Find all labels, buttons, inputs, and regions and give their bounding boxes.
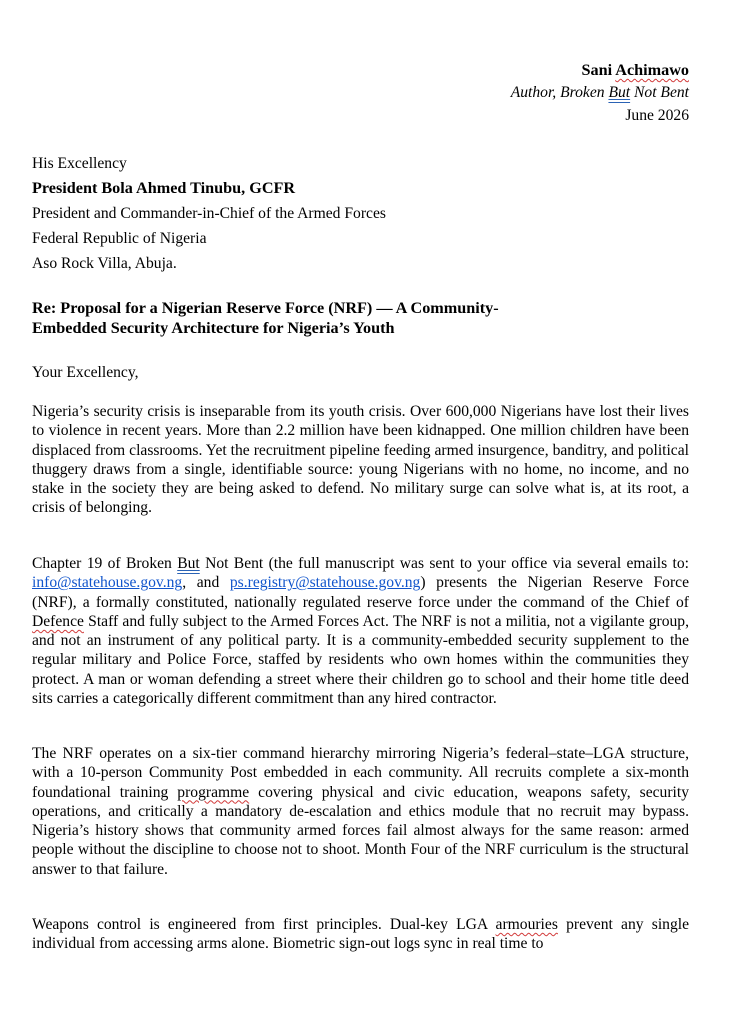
sender-name: Sani Achimawo: [581, 61, 689, 79]
recipient-line: His Excellency: [32, 155, 127, 172]
email-link-registry[interactable]: ps.registry@statehouse.gov.ng: [229, 574, 421, 592]
recipient-block: [32, 151, 386, 276]
recipient-line: Aso Rock Villa, Abuja.: [32, 255, 177, 272]
email-link-info[interactable]: info@statehouse.gov.ng: [32, 574, 183, 592]
salutation: Your Excellency,: [32, 364, 139, 381]
sender-block: [289, 59, 689, 127]
spellcheck-underline: armouries: [495, 916, 558, 933]
recipient-line: Federal Republic of Nigeria: [32, 230, 207, 247]
recipient-line: President and Commander-in-Chief of the Armed Forces: [32, 205, 386, 222]
spellcheck-underline: Defence: [32, 612, 84, 630]
spellcheck-underline: Achimawo: [615, 61, 689, 79]
spellcheck-underline: programme: [177, 783, 250, 801]
grammar-underline: But: [608, 84, 631, 101]
paragraph-1: Nigeria’s security crisis is inseparable from its youth crisis. Over 600,000 Nigerians have lost their lives to violence in recent years. More than 2.2 million have been kidnapped. One million children have been displaced from classrooms. Yet the recruitment pipeline feeding armed insurgence, banditry, and political thuggery draws from a single, identifiable source: young Nigerians with no home, no income, and no stake in the society they are being asked to defend. No military surge can solve what is, at its root, a crisis of belonging.: [32, 403, 689, 517]
grammar-underline: But: [177, 555, 200, 572]
recipient-name: President Bola Ahmed Tinubu, GCFR: [32, 179, 296, 197]
letter-date: June 2026: [625, 107, 689, 124]
subject-line: Re: Proposal for a Nigerian Reserve Force (NRF) — A Community- Embedded Security Architecture for Nigeria’s Youth: [32, 299, 499, 337]
paragraph-4: Weapons control is engineered from first principles. Dual-key LGA armouries prevent any single individual from accessing arms alone. Biometric sign-out logs sync in real time to: [32, 916, 689, 953]
paragraph-3: The NRF operates on a six-tier command hierarchy mirroring Nigeria’s federal–state–LGA structure, with a 10-person Community Post embedded in each community. All recruits complete a six-month foundational training programme covering physical and civic education, weapons safety, security operations, and critically a mandatory de-escalation and ethics module that no recruit may bypass. Nigeria’s history shows that community armed forces fail almost always for the same reason: armed people without the discipline to choose not to shoot. Month Four of the NRF curriculum is the structural answer to that failure.: [32, 745, 689, 878]
paragraph-2: Chapter 19 of Broken But Not Bent (the full manuscript was sent to your office via several emails to: info@statehouse.gov.ng, and ps.registry@statehouse.gov.ng) presents the Nigerian Reserve Force (NRF), a formally constituted, nationally regulated reserve force under the command of the Chief of Defence Staff and fully subject to the Armed Forces Act. The NRF is not a militia, not a vigilante group, and not an instrument of any political party. It is a community-embedded security supplement to the regular military and Police Force, staffed by residents who own homes within the communities they protect. A man or woman defending a street where their children go to school and their home title deed sits carries a categorically different commitment than any hired contractor.: [32, 555, 689, 708]
sender-title: Author, Broken But Not Bent: [510, 84, 689, 101]
